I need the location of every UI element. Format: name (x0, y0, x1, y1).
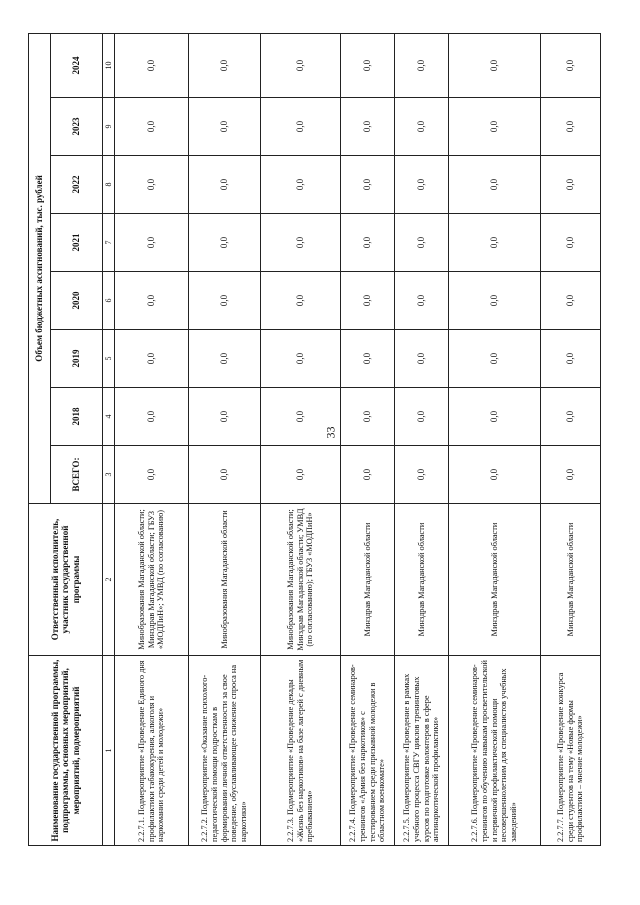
row-name: 2.2.7.1. Подмероприятие «Проведение Единого дня профилактики табакокурения, алкоголя и наркомании среди детей и молодежи» (115, 656, 189, 846)
value-cell: 0,0 (261, 214, 341, 272)
column-number: 5 (103, 330, 115, 388)
header-year: 2018 (51, 388, 103, 446)
header-funding: Объем бюджетных ассигнований, тыс. рублей (29, 33, 51, 503)
value-cell: 0,0 (341, 272, 395, 330)
value-cell: 0,0 (341, 156, 395, 214)
row-responsible: Минобразования Магаданской области (189, 504, 261, 656)
value-cell: 0,0 (395, 98, 449, 156)
table-row (189, 33, 261, 845)
column-number: 6 (103, 272, 115, 330)
table-row (115, 33, 189, 845)
value-cell: 0,0 (541, 330, 601, 388)
column-number: 7 (103, 214, 115, 272)
header-year: 2024 (51, 33, 103, 97)
row-responsible: Минздрав Магаданской области (341, 504, 395, 656)
value-cell: 0,0 (449, 214, 541, 272)
value-cell: 0,0 (449, 272, 541, 330)
value-cell: 0,0 (189, 388, 261, 446)
column-number: 10 (103, 33, 115, 97)
value-cell: 0,0 (189, 330, 261, 388)
table-row (541, 33, 601, 845)
value-cell: 0,0 (449, 330, 541, 388)
value-cell: 0,0 (395, 156, 449, 214)
table-row (261, 33, 341, 845)
row-name: 2.2.7.3. Подмероприятие «Проведение декады «Жизнь без наркотиков» на базе лагерей с дневным пребыванием» (261, 656, 341, 846)
header-year: 2021 (51, 214, 103, 272)
value-cell: 0,0 (541, 272, 601, 330)
value-cell: 0,0 (189, 33, 261, 97)
value-cell: 0,0 (541, 388, 601, 446)
value-cell: 0,0 (341, 388, 395, 446)
row-name: 2.2.7.6. Подмероприятие «Проведение семинаров-тренингов по обучению навыкам просветительской и первичной профилактической помощи несовершеннолетним для специалистов учебных заведений» (449, 656, 541, 846)
row-responsible: Минобразования Магаданской области; Минздрав Магаданской области; УМВД (по согласованию); ГБУЗ «МОДПиН» (261, 504, 341, 656)
table-row (395, 33, 449, 845)
value-cell: 0,0 (395, 446, 449, 504)
value-cell: 0,0 (115, 156, 189, 214)
value-cell: 0,0 (395, 330, 449, 388)
header-total: ВСЕГО: (51, 446, 103, 504)
value-cell: 0,0 (541, 156, 601, 214)
column-number: 3 (103, 446, 115, 504)
value-cell: 0,0 (189, 272, 261, 330)
value-cell: 0,0 (115, 330, 189, 388)
value-cell: 0,0 (189, 214, 261, 272)
row-responsible: Минобразования Магаданской области; Минздрав Магаданской области; ГБУЗ «МОДПиН»; УМВД (по согласованию) (115, 504, 189, 656)
row-name: 2.2.7.7. Подмероприятие «Проведение конкурса среди студентов на тему «Новые формы профилактики – мнение молодежи» (541, 656, 601, 846)
value-cell: 0,0 (115, 33, 189, 97)
value-cell: 0,0 (449, 98, 541, 156)
value-cell: 0,0 (341, 214, 395, 272)
value-cell: 0,0 (115, 272, 189, 330)
funding-table (28, 33, 601, 846)
table-row (449, 33, 541, 845)
row-responsible: Минздрав Магаданской области (541, 504, 601, 656)
value-cell: 0,0 (395, 272, 449, 330)
value-cell: 0,0 (115, 98, 189, 156)
value-cell: 0,0 (341, 33, 395, 97)
value-cell: 0,0 (115, 214, 189, 272)
value-cell: 0,0 (261, 33, 341, 97)
value-cell: 0,0 (449, 33, 541, 97)
row-name: 2.2.7.2. Подмероприятие «Оказание психолого-педагогической помощи подросткам в формировании личной ответственности за свое поведение, обуславливающее снижение спроса на наркотики» (189, 656, 261, 846)
header-year: 2022 (51, 156, 103, 214)
value-cell: 0,0 (261, 446, 341, 504)
column-number: 2 (103, 504, 115, 656)
value-cell: 0,0 (261, 272, 341, 330)
row-name: 2.2.7.5. Подмероприятие «Проведение в рамках учебного процесса СВГУ циклов тренинговых курсов по подготовке волонтеров в сфере антинаркотической профилактики» (395, 656, 449, 846)
value-cell: 0,0 (261, 98, 341, 156)
value-cell: 0,0 (541, 33, 601, 97)
value-cell: 0,0 (541, 98, 601, 156)
value-cell: 0,0 (189, 156, 261, 214)
column-number: 8 (103, 156, 115, 214)
value-cell: 0,0 (115, 388, 189, 446)
rotated-table-container (28, 34, 598, 846)
value-cell: 0,0 (449, 446, 541, 504)
header-responsible: Ответственный исполнитель, участник государственной программы (29, 504, 103, 656)
value-cell: 0,0 (261, 156, 341, 214)
header-year: 2020 (51, 272, 103, 330)
header-year: 2023 (51, 98, 103, 156)
value-cell: 0,0 (189, 98, 261, 156)
value-cell: 0,0 (261, 330, 341, 388)
value-cell: 0,0 (341, 446, 395, 504)
value-cell: 0,0 (115, 446, 189, 504)
column-number: 9 (103, 98, 115, 156)
value-cell: 0,0 (395, 388, 449, 446)
value-cell: 0,0 (261, 388, 341, 446)
column-number: 1 (103, 656, 115, 846)
header-name: Наименование государственной программы, подпрограммы, основных мероприятий, мероприятий, подмероприятий (29, 656, 103, 846)
value-cell: 0,0 (395, 214, 449, 272)
value-cell: 0,0 (341, 330, 395, 388)
value-cell: 0,0 (395, 33, 449, 97)
value-cell: 0,0 (341, 98, 395, 156)
row-name: 2.2.7.4. Подмероприятие «Проведение семинаров-тренингов «Армия без наркотиков» с тестированием среди призывной молодежи в областном военкомате» (341, 656, 395, 846)
value-cell: 0,0 (541, 446, 601, 504)
value-cell: 0,0 (189, 446, 261, 504)
header-year: 2019 (51, 330, 103, 388)
row-responsible: Минздрав Магаданской области (449, 504, 541, 656)
page-number: 33 (323, 426, 338, 439)
value-cell: 0,0 (449, 156, 541, 214)
value-cell: 0,0 (541, 214, 601, 272)
value-cell: 0,0 (449, 388, 541, 446)
column-number: 4 (103, 388, 115, 446)
row-responsible: Минздрав Магаданской области (395, 504, 449, 656)
table-row (341, 33, 395, 845)
